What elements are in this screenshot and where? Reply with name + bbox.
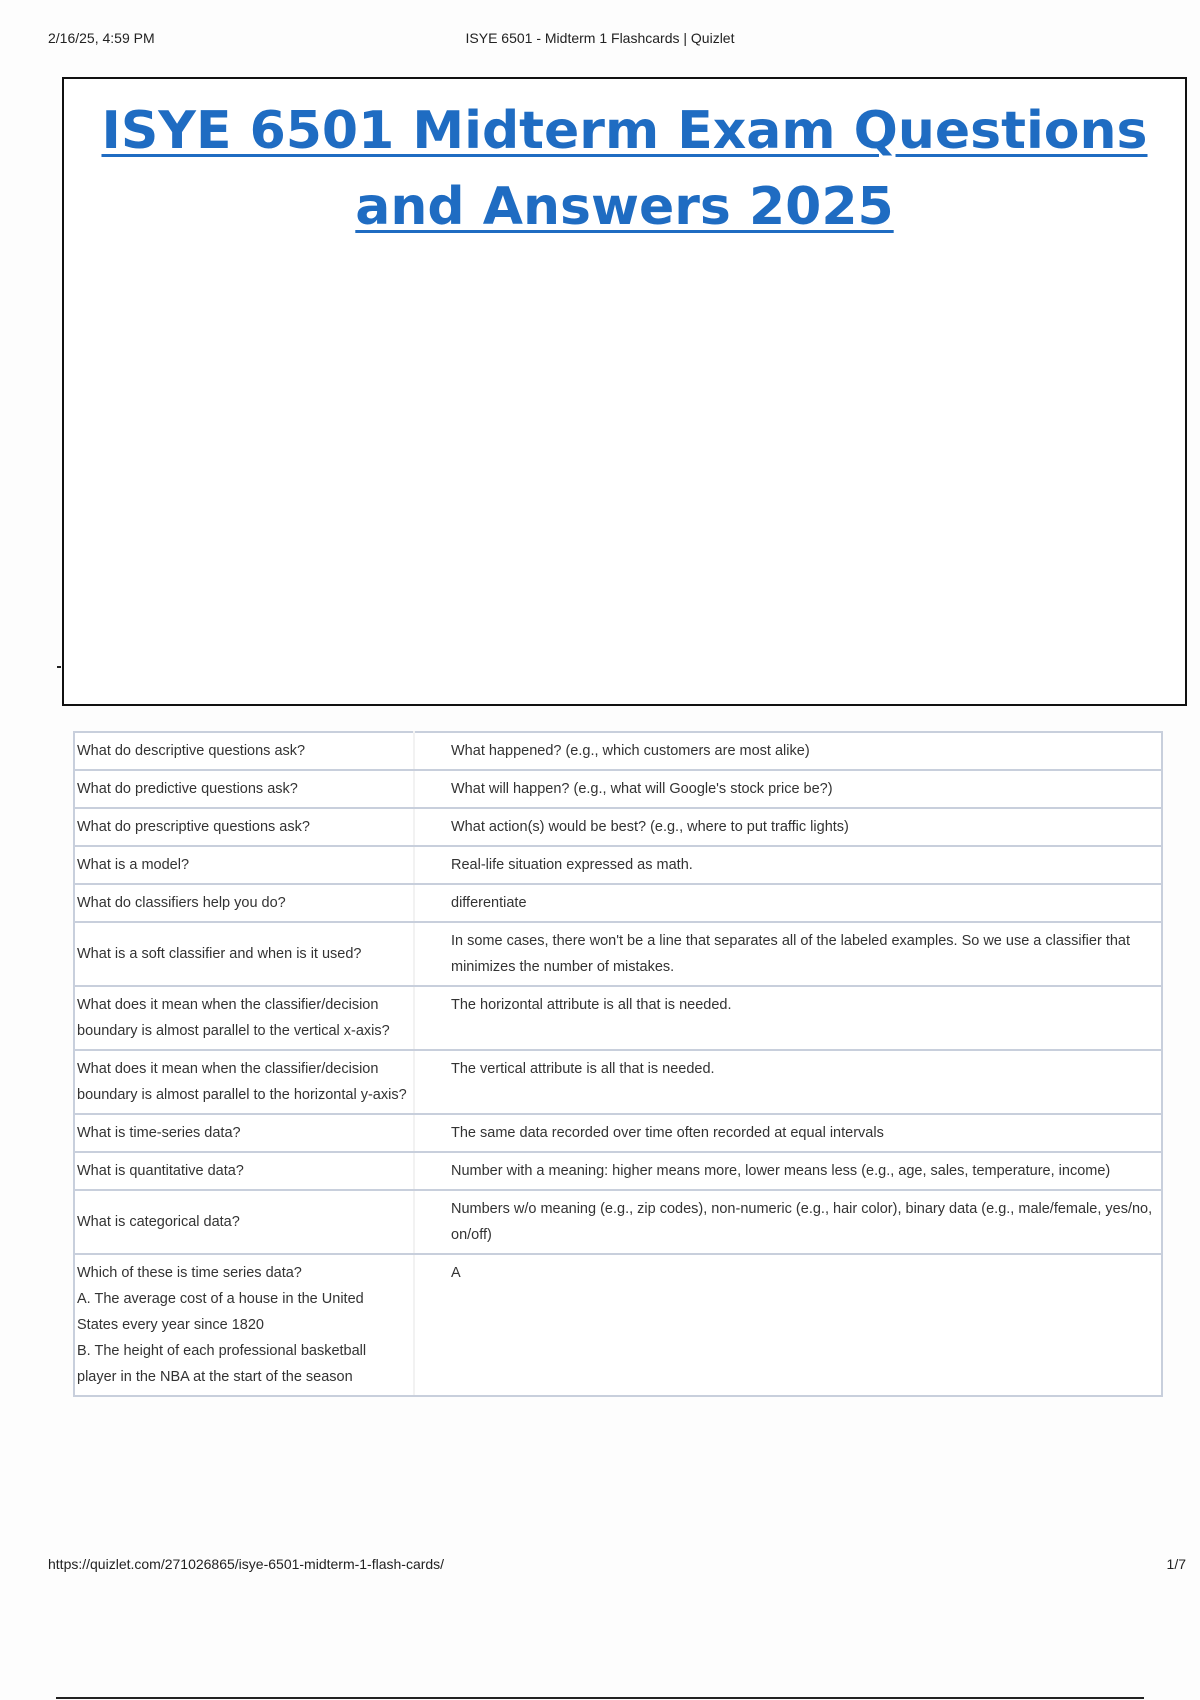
table-row <box>74 922 1162 986</box>
definition-cell: What will happen? (e.g., what will Google's stock price be?) <box>414 770 1162 808</box>
term-cell: Which of these is time series data? A. The average cost of a house in the United States every year since 1820 B. The height of each professional basketball player in the NBA at the start of the season <box>74 1254 414 1396</box>
table-row <box>74 1254 1162 1396</box>
term-cell: What do descriptive questions ask? <box>74 732 414 770</box>
table-row <box>74 1114 1162 1152</box>
definition-cell: Numbers w/o meaning (e.g., zip codes), non-numeric (e.g., hair color), binary data (e.g., male/female, yes/no, on/off) <box>414 1190 1162 1254</box>
term-cell: What does it mean when the classifier/decision boundary is almost parallel to the horizontal y-axis? <box>74 1050 414 1114</box>
term-cell: What is quantitative data? <box>74 1152 414 1190</box>
stray-mark <box>57 666 61 668</box>
definition-cell: Number with a meaning: higher means more, lower means less (e.g., age, sales, temperature, income) <box>414 1152 1162 1190</box>
definition-cell: The same data recorded over time often recorded at equal intervals <box>414 1114 1162 1152</box>
table-row <box>74 1152 1162 1190</box>
print-page-title: ISYE 6501 - Midterm 1 Flashcards | Quizlet <box>465 30 735 46</box>
definition-cell: What action(s) would be best? (e.g., where to put traffic lights) <box>414 808 1162 846</box>
table-row <box>74 1190 1162 1254</box>
definition-cell: The horizontal attribute is all that is needed. <box>414 986 1162 1050</box>
banner-title <box>64 93 1185 245</box>
term-cell: What do classifiers help you do? <box>74 884 414 922</box>
term-cell: What is categorical data? <box>74 1190 414 1254</box>
print-datetime: 2/16/25, 4:59 PM <box>48 30 155 46</box>
title-banner <box>62 77 1187 706</box>
table-row <box>74 846 1162 884</box>
print-page-number: 1/7 <box>1166 1556 1186 1572</box>
term-cell: What is a soft classifier and when is it used? <box>74 922 414 986</box>
print-url: https://quizlet.com/271026865/isye-6501-midterm-1-flash-cards/ <box>48 1556 445 1572</box>
table-row <box>74 884 1162 922</box>
page-divider <box>56 1697 1144 1699</box>
definition-cell: A <box>414 1254 1162 1396</box>
term-cell: What do predictive questions ask? <box>74 770 414 808</box>
table-row <box>74 1050 1162 1114</box>
banner-title-line-1: ISYE 6501 Midterm Exam Questions <box>101 101 1148 161</box>
definition-cell: What happened? (e.g., which customers are most alike) <box>414 732 1162 770</box>
definition-cell: differentiate <box>414 884 1162 922</box>
table-row <box>74 770 1162 808</box>
term-cell: What does it mean when the classifier/decision boundary is almost parallel to the vertical x-axis? <box>74 986 414 1050</box>
table-row <box>74 732 1162 770</box>
definition-cell: In some cases, there won't be a line that separates all of the labeled examples. So we use a classifier that minimizes the number of mistakes. <box>414 922 1162 986</box>
banner-title-line-2: and Answers 2025 <box>355 177 894 237</box>
term-cell: What is time-series data? <box>74 1114 414 1152</box>
definition-cell: The vertical attribute is all that is needed. <box>414 1050 1162 1114</box>
term-cell: What do prescriptive questions ask? <box>74 808 414 846</box>
definition-cell: Real-life situation expressed as math. <box>414 846 1162 884</box>
flashcard-table <box>73 731 1163 1397</box>
table-row <box>74 986 1162 1050</box>
table-row <box>74 808 1162 846</box>
term-cell: What is a model? <box>74 846 414 884</box>
